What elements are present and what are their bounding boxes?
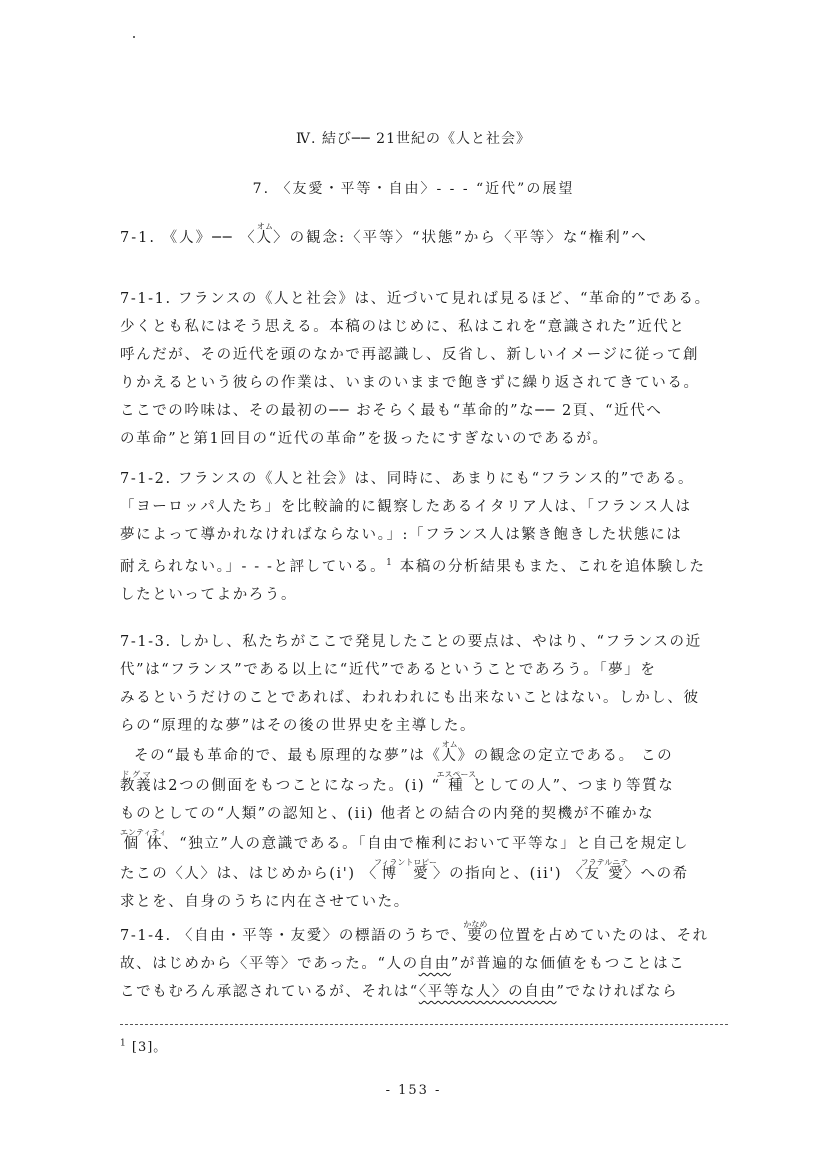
text-line: 夢によって導かれなければならない。」:「フランス人は繁き飽きした状態には bbox=[120, 527, 683, 543]
text-line: 教義ドグマは2つの側面をもつことになった。(i) “種エスペースとしての人”、つまり等質な bbox=[120, 770, 675, 794]
scan-speck bbox=[133, 36, 135, 38]
footnote bbox=[120, 1036, 167, 1055]
page-number: - 153 - bbox=[385, 1083, 442, 1098]
paragraph-7-1-3 bbox=[120, 628, 730, 916]
text-line: 求とを、自身のうちに内在させていた。 bbox=[120, 894, 410, 910]
subsection-title: 7-1. 《人》── 〈人オム〉の観念:〈平等〉“状態”から〈平等〉な“権利”へ bbox=[120, 222, 648, 246]
text-line: 7-1-3. しかし、私たちがここで発見したことの要点は、やはり、“フランスの近 bbox=[120, 634, 702, 650]
text-line: たこの〈人〉は、はじめから(i') 〈博愛フィラントロピー〉の指向と、(ii') 〈友愛フラテルニテ〉への希 bbox=[120, 858, 689, 882]
footnote-text: [3]。 bbox=[131, 1040, 168, 1055]
paragraph-7-1-2 bbox=[120, 465, 730, 609]
text-line: 個体エンティティ、“独立”人の意識である。「自由で権利において平等な」と自己を規定し bbox=[120, 828, 690, 852]
paragraph-7-1-1 bbox=[120, 285, 730, 453]
text-line: 7-1-4. 〈自由・平等・友愛〉の標語のうちで、要かなめの位置を占めていたのは、それ bbox=[120, 920, 709, 944]
paragraph-7-1-4 bbox=[120, 920, 730, 1006]
text-line: りかえるという彼らの作業は、いまのいままで飽きずに繰り返されてきている。 bbox=[120, 375, 700, 391]
text-line: 少くとも私にはそう思える。本稿のはじめに、私はこれを“意識された”近代と bbox=[120, 319, 686, 335]
text-line: したといってよかろう。 bbox=[120, 586, 298, 603]
text-line: 「ヨーロッパ人たち」を比較論的に観察したあるイタリア人は、「フランス人は bbox=[120, 499, 692, 515]
text-line: こでもむろん承認されているが、それは“〈平等な人〉の自由”でなければなら bbox=[120, 984, 679, 1000]
wavy-underline: 〈平等な人〉の自由 bbox=[418, 984, 557, 1000]
text-line: 7-1-2. フランスの《人と社会》は、同時に、あまりにも“フランス的”である。 bbox=[120, 471, 695, 487]
text-line: の革命”と第1回目の“近代の革命”を扱ったにすぎないのであるが。 bbox=[120, 431, 609, 447]
text-line: らの“原理的な夢”はその後の世界史を主導した。 bbox=[120, 718, 477, 734]
text-line: ものとしての“人類”の認知と、(ii) 他者との結合の内発的契機が不確かな bbox=[120, 806, 655, 822]
text-line: 代”は“フランス”である以上に“近代”であるということであろう。「夢」を bbox=[120, 662, 657, 678]
section-title: 7. 〈友愛・平等・自由〉- - - “近代”の展望 bbox=[252, 181, 575, 197]
text-line: ここでの吟味は、その最初の── おそらく最も“革命的”な── 2頁、“近代へ bbox=[120, 403, 663, 419]
text-line: みるというだけのことであれば、われわれにも出来ないことはない。しかし、彼 bbox=[120, 690, 700, 706]
text-line: 耐えられない。」- - -と評している。$^1$ 本稿の分析結果もまた、これを追体験した bbox=[120, 558, 706, 575]
text-line: 故、はじめから〈平等〉であった。“人の自由”が普遍的な価値をもつことはこ bbox=[120, 956, 686, 972]
wavy-underline: 自由 bbox=[418, 956, 451, 972]
footnote-ref: 1 bbox=[386, 558, 394, 568]
text-line: 7-1-1. フランスの《人と社会》は、近づいて見れば見るほど、“革命的”である。 bbox=[120, 291, 711, 307]
footnote-number: 1 bbox=[120, 1038, 127, 1049]
text-line: 呼んだが、その近代を頭のなかで再認識し、反省し、新しいイメージに従って創 bbox=[120, 347, 700, 363]
chapter-title: Ⅳ. 結び── 21世紀の《人と社会》 bbox=[295, 131, 531, 147]
footnote-divider bbox=[120, 1024, 728, 1025]
text-line: その“最も革命的で、最も原理的な夢”は《人オム》の観念の定立である。 この bbox=[134, 740, 674, 764]
